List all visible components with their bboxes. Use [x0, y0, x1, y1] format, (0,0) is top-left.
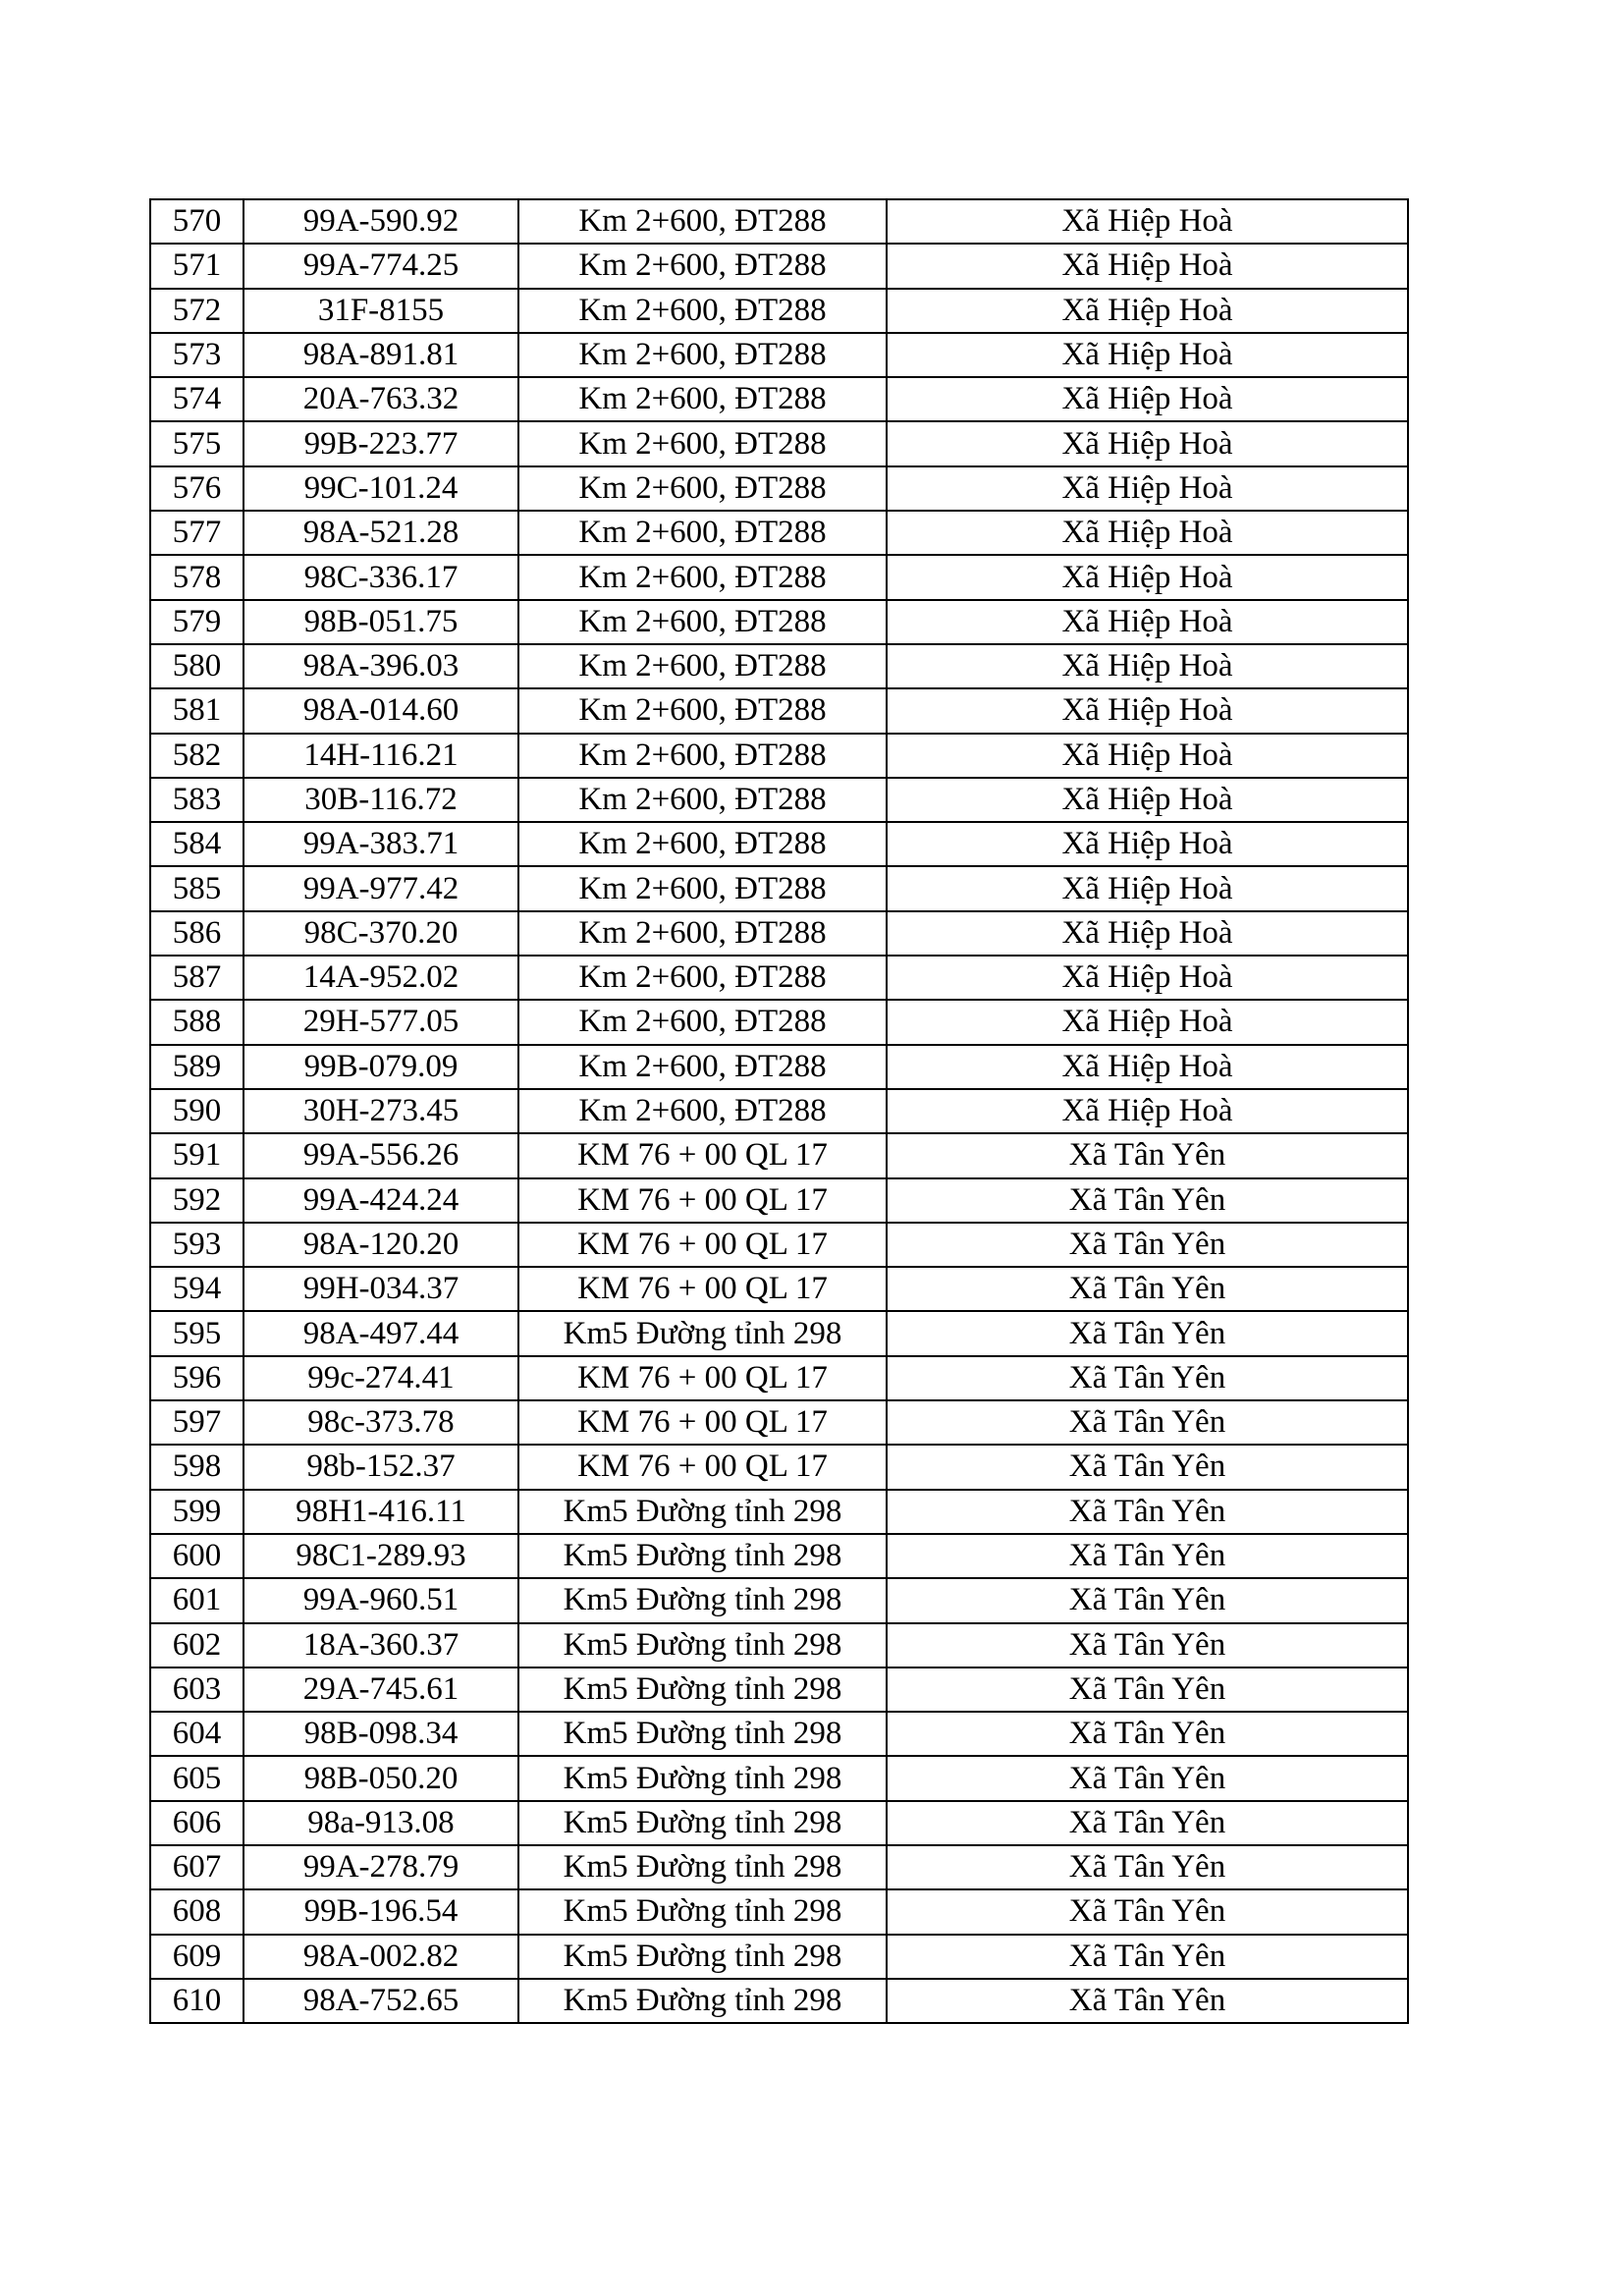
- row-number-cell: 579: [150, 600, 243, 644]
- table-row: [150, 289, 1408, 333]
- license-plate-cell: 99A-960.51: [243, 1578, 518, 1622]
- unit-cell: Xã Hiệp Hoà: [887, 866, 1408, 910]
- table-row: [150, 1445, 1408, 1489]
- location-cell: Km5 Đường tỉnh 298: [518, 1845, 887, 1889]
- license-plate-cell: 99B-223.77: [243, 421, 518, 465]
- table-row: [150, 1133, 1408, 1177]
- unit-cell: Xã Hiệp Hoà: [887, 333, 1408, 377]
- location-cell: KM 76 + 00 QL 17: [518, 1178, 887, 1223]
- table-row: [150, 244, 1408, 288]
- location-cell: Km5 Đường tỉnh 298: [518, 1311, 887, 1355]
- table-row: [150, 1311, 1408, 1355]
- row-number-cell: 580: [150, 644, 243, 688]
- location-cell: Km 2+600, ĐT288: [518, 911, 887, 956]
- location-cell: Km5 Đường tỉnh 298: [518, 1623, 887, 1667]
- location-cell: Km5 Đường tỉnh 298: [518, 1712, 887, 1756]
- table-row: [150, 1045, 1408, 1089]
- table-row: [150, 822, 1408, 866]
- unit-cell: Xã Hiệp Hoà: [887, 244, 1408, 288]
- row-number-cell: 582: [150, 734, 243, 778]
- license-plate-cell: 98b-152.37: [243, 1445, 518, 1489]
- license-plate-cell: 98A-120.20: [243, 1223, 518, 1267]
- row-number-cell: 609: [150, 1935, 243, 1979]
- unit-cell: Xã Hiệp Hoà: [887, 734, 1408, 778]
- unit-cell: Xã Hiệp Hoà: [887, 1045, 1408, 1089]
- unit-cell: Xã Tân Yên: [887, 1445, 1408, 1489]
- row-number-cell: 599: [150, 1490, 243, 1534]
- row-number-cell: 578: [150, 555, 243, 599]
- license-plate-cell: 99c-274.41: [243, 1356, 518, 1400]
- location-cell: Km 2+600, ĐT288: [518, 734, 887, 778]
- location-cell: Km 2+600, ĐT288: [518, 421, 887, 465]
- table-row: [150, 1979, 1408, 2023]
- location-cell: Km 2+600, ĐT288: [518, 1045, 887, 1089]
- location-cell: Km5 Đường tỉnh 298: [518, 1801, 887, 1845]
- row-number-cell: 595: [150, 1311, 243, 1355]
- row-number-cell: 600: [150, 1534, 243, 1578]
- table-row: [150, 1178, 1408, 1223]
- license-plate-cell: 98B-098.34: [243, 1712, 518, 1756]
- row-number-cell: 570: [150, 199, 243, 244]
- location-cell: KM 76 + 00 QL 17: [518, 1133, 887, 1177]
- table-row: [150, 511, 1408, 555]
- location-cell: Km 2+600, ĐT288: [518, 333, 887, 377]
- table-row: [150, 1400, 1408, 1445]
- table-row: [150, 1267, 1408, 1311]
- license-plate-cell: 98C-370.20: [243, 911, 518, 956]
- table-row: [150, 1935, 1408, 1979]
- unit-cell: Xã Tân Yên: [887, 1356, 1408, 1400]
- unit-cell: Xã Hiệp Hoà: [887, 822, 1408, 866]
- row-number-cell: 596: [150, 1356, 243, 1400]
- location-cell: Km 2+600, ĐT288: [518, 956, 887, 1000]
- row-number-cell: 594: [150, 1267, 243, 1311]
- violation-table: [149, 198, 1409, 2024]
- unit-cell: Xã Tân Yên: [887, 1223, 1408, 1267]
- row-number-cell: 584: [150, 822, 243, 866]
- row-number-cell: 591: [150, 1133, 243, 1177]
- table-row: [150, 1756, 1408, 1800]
- license-plate-cell: 99C-101.24: [243, 466, 518, 511]
- license-plate-cell: 14H-116.21: [243, 734, 518, 778]
- location-cell: Km 2+600, ĐT288: [518, 244, 887, 288]
- license-plate-cell: 98A-752.65: [243, 1979, 518, 2023]
- location-cell: Km5 Đường tỉnh 298: [518, 1979, 887, 2023]
- location-cell: KM 76 + 00 QL 17: [518, 1223, 887, 1267]
- license-plate-cell: 29H-577.05: [243, 1000, 518, 1044]
- table-row: [150, 1889, 1408, 1934]
- unit-cell: Xã Tân Yên: [887, 1578, 1408, 1622]
- location-cell: Km 2+600, ĐT288: [518, 555, 887, 599]
- table-row: [150, 956, 1408, 1000]
- table-row: [150, 1490, 1408, 1534]
- row-number-cell: 583: [150, 778, 243, 822]
- unit-cell: Xã Tân Yên: [887, 1133, 1408, 1177]
- unit-cell: Xã Tân Yên: [887, 1178, 1408, 1223]
- unit-cell: Xã Hiệp Hoà: [887, 555, 1408, 599]
- table-body: [150, 199, 1408, 2023]
- unit-cell: Xã Tân Yên: [887, 1889, 1408, 1934]
- unit-cell: Xã Tân Yên: [887, 1712, 1408, 1756]
- table-row: [150, 1000, 1408, 1044]
- location-cell: KM 76 + 00 QL 17: [518, 1356, 887, 1400]
- table-row: [150, 1623, 1408, 1667]
- license-plate-cell: 98B-050.20: [243, 1756, 518, 1800]
- table-row: [150, 1712, 1408, 1756]
- row-number-cell: 603: [150, 1667, 243, 1712]
- license-plate-cell: 98a-913.08: [243, 1801, 518, 1845]
- unit-cell: Xã Hiệp Hoà: [887, 644, 1408, 688]
- row-number-cell: 593: [150, 1223, 243, 1267]
- table-row: [150, 333, 1408, 377]
- row-number-cell: 610: [150, 1979, 243, 2023]
- unit-cell: Xã Hiệp Hoà: [887, 1000, 1408, 1044]
- license-plate-cell: 98A-497.44: [243, 1311, 518, 1355]
- license-plate-cell: 99A-424.24: [243, 1178, 518, 1223]
- location-cell: Km5 Đường tỉnh 298: [518, 1534, 887, 1578]
- location-cell: KM 76 + 00 QL 17: [518, 1400, 887, 1445]
- license-plate-cell: 98C-336.17: [243, 555, 518, 599]
- row-number-cell: 576: [150, 466, 243, 511]
- unit-cell: Xã Tân Yên: [887, 1756, 1408, 1800]
- unit-cell: Xã Hiệp Hoà: [887, 956, 1408, 1000]
- row-number-cell: 592: [150, 1178, 243, 1223]
- table-row: [150, 421, 1408, 465]
- row-number-cell: 573: [150, 333, 243, 377]
- table-row: [150, 1356, 1408, 1400]
- table-row: [150, 778, 1408, 822]
- unit-cell: Xã Hiệp Hoà: [887, 1089, 1408, 1133]
- row-number-cell: 575: [150, 421, 243, 465]
- unit-cell: Xã Tân Yên: [887, 1935, 1408, 1979]
- location-cell: Km5 Đường tỉnh 298: [518, 1667, 887, 1712]
- row-number-cell: 605: [150, 1756, 243, 1800]
- license-plate-cell: 31F-8155: [243, 289, 518, 333]
- license-plate-cell: 98H1-416.11: [243, 1490, 518, 1534]
- location-cell: KM 76 + 00 QL 17: [518, 1267, 887, 1311]
- row-number-cell: 581: [150, 688, 243, 733]
- table-row: [150, 644, 1408, 688]
- table-row: [150, 466, 1408, 511]
- unit-cell: Xã Tân Yên: [887, 1267, 1408, 1311]
- unit-cell: Xã Hiệp Hoà: [887, 289, 1408, 333]
- unit-cell: Xã Hiệp Hoà: [887, 421, 1408, 465]
- license-plate-cell: 98A-396.03: [243, 644, 518, 688]
- location-cell: Km 2+600, ĐT288: [518, 1000, 887, 1044]
- unit-cell: Xã Tân Yên: [887, 1490, 1408, 1534]
- row-number-cell: 572: [150, 289, 243, 333]
- row-number-cell: 607: [150, 1845, 243, 1889]
- location-cell: Km5 Đường tỉnh 298: [518, 1756, 887, 1800]
- location-cell: Km 2+600, ĐT288: [518, 600, 887, 644]
- row-number-cell: 577: [150, 511, 243, 555]
- row-number-cell: 604: [150, 1712, 243, 1756]
- unit-cell: Xã Hiệp Hoà: [887, 199, 1408, 244]
- license-plate-cell: 29A-745.61: [243, 1667, 518, 1712]
- row-number-cell: 587: [150, 956, 243, 1000]
- unit-cell: Xã Tân Yên: [887, 1979, 1408, 2023]
- location-cell: Km 2+600, ĐT288: [518, 866, 887, 910]
- license-plate-cell: 98A-891.81: [243, 333, 518, 377]
- unit-cell: Xã Hiệp Hoà: [887, 377, 1408, 421]
- license-plate-cell: 99A-774.25: [243, 244, 518, 288]
- license-plate-cell: 99A-278.79: [243, 1845, 518, 1889]
- unit-cell: Xã Tân Yên: [887, 1400, 1408, 1445]
- table-row: [150, 1223, 1408, 1267]
- license-plate-cell: 18A-360.37: [243, 1623, 518, 1667]
- license-plate-cell: 98C1-289.93: [243, 1534, 518, 1578]
- unit-cell: Xã Tân Yên: [887, 1667, 1408, 1712]
- license-plate-cell: 30H-273.45: [243, 1089, 518, 1133]
- row-number-cell: 608: [150, 1889, 243, 1934]
- location-cell: Km 2+600, ĐT288: [518, 199, 887, 244]
- location-cell: Km 2+600, ĐT288: [518, 688, 887, 733]
- location-cell: Km 2+600, ĐT288: [518, 822, 887, 866]
- license-plate-cell: 98c-373.78: [243, 1400, 518, 1445]
- location-cell: Km5 Đường tỉnh 298: [518, 1935, 887, 1979]
- table-row: [150, 1667, 1408, 1712]
- unit-cell: Xã Tân Yên: [887, 1534, 1408, 1578]
- row-number-cell: 589: [150, 1045, 243, 1089]
- table-row: [150, 1534, 1408, 1578]
- location-cell: Km 2+600, ĐT288: [518, 511, 887, 555]
- location-cell: Km 2+600, ĐT288: [518, 778, 887, 822]
- table-row: [150, 555, 1408, 599]
- license-plate-cell: 99B-196.54: [243, 1889, 518, 1934]
- license-plate-cell: 99B-079.09: [243, 1045, 518, 1089]
- table-row: [150, 199, 1408, 244]
- location-cell: Km 2+600, ĐT288: [518, 377, 887, 421]
- location-cell: Km5 Đường tỉnh 298: [518, 1578, 887, 1622]
- unit-cell: Xã Hiệp Hoà: [887, 778, 1408, 822]
- location-cell: Km 2+600, ĐT288: [518, 466, 887, 511]
- location-cell: KM 76 + 00 QL 17: [518, 1445, 887, 1489]
- table-row: [150, 1801, 1408, 1845]
- table-row: [150, 734, 1408, 778]
- table-row: [150, 911, 1408, 956]
- license-plate-cell: 99H-034.37: [243, 1267, 518, 1311]
- row-number-cell: 590: [150, 1089, 243, 1133]
- unit-cell: Xã Hiệp Hoà: [887, 688, 1408, 733]
- row-number-cell: 602: [150, 1623, 243, 1667]
- table-row: [150, 377, 1408, 421]
- license-plate-cell: 99A-556.26: [243, 1133, 518, 1177]
- row-number-cell: 606: [150, 1801, 243, 1845]
- table-row: [150, 1089, 1408, 1133]
- unit-cell: Xã Tân Yên: [887, 1801, 1408, 1845]
- license-plate-cell: 98A-014.60: [243, 688, 518, 733]
- location-cell: Km5 Đường tỉnh 298: [518, 1889, 887, 1934]
- table-row: [150, 1578, 1408, 1622]
- row-number-cell: 586: [150, 911, 243, 956]
- license-plate-cell: 14A-952.02: [243, 956, 518, 1000]
- row-number-cell: 598: [150, 1445, 243, 1489]
- license-plate-cell: 30B-116.72: [243, 778, 518, 822]
- row-number-cell: 601: [150, 1578, 243, 1622]
- row-number-cell: 585: [150, 866, 243, 910]
- license-plate-cell: 98B-051.75: [243, 600, 518, 644]
- table-row: [150, 1845, 1408, 1889]
- license-plate-cell: 98A-002.82: [243, 1935, 518, 1979]
- unit-cell: Xã Hiệp Hoà: [887, 511, 1408, 555]
- table-row: [150, 600, 1408, 644]
- table-row: [150, 688, 1408, 733]
- row-number-cell: 597: [150, 1400, 243, 1445]
- unit-cell: Xã Tân Yên: [887, 1311, 1408, 1355]
- location-cell: Km 2+600, ĐT288: [518, 1089, 887, 1133]
- unit-cell: Xã Hiệp Hoà: [887, 911, 1408, 956]
- license-plate-cell: 99A-383.71: [243, 822, 518, 866]
- license-plate-cell: 99A-977.42: [243, 866, 518, 910]
- unit-cell: Xã Tân Yên: [887, 1623, 1408, 1667]
- location-cell: Km 2+600, ĐT288: [518, 289, 887, 333]
- table-row: [150, 866, 1408, 910]
- unit-cell: Xã Tân Yên: [887, 1845, 1408, 1889]
- row-number-cell: 574: [150, 377, 243, 421]
- unit-cell: Xã Hiệp Hoà: [887, 600, 1408, 644]
- row-number-cell: 588: [150, 1000, 243, 1044]
- row-number-cell: 571: [150, 244, 243, 288]
- location-cell: Km 2+600, ĐT288: [518, 644, 887, 688]
- license-plate-cell: 98A-521.28: [243, 511, 518, 555]
- location-cell: Km5 Đường tỉnh 298: [518, 1490, 887, 1534]
- unit-cell: Xã Hiệp Hoà: [887, 466, 1408, 511]
- license-plate-cell: 99A-590.92: [243, 199, 518, 244]
- license-plate-cell: 20A-763.32: [243, 377, 518, 421]
